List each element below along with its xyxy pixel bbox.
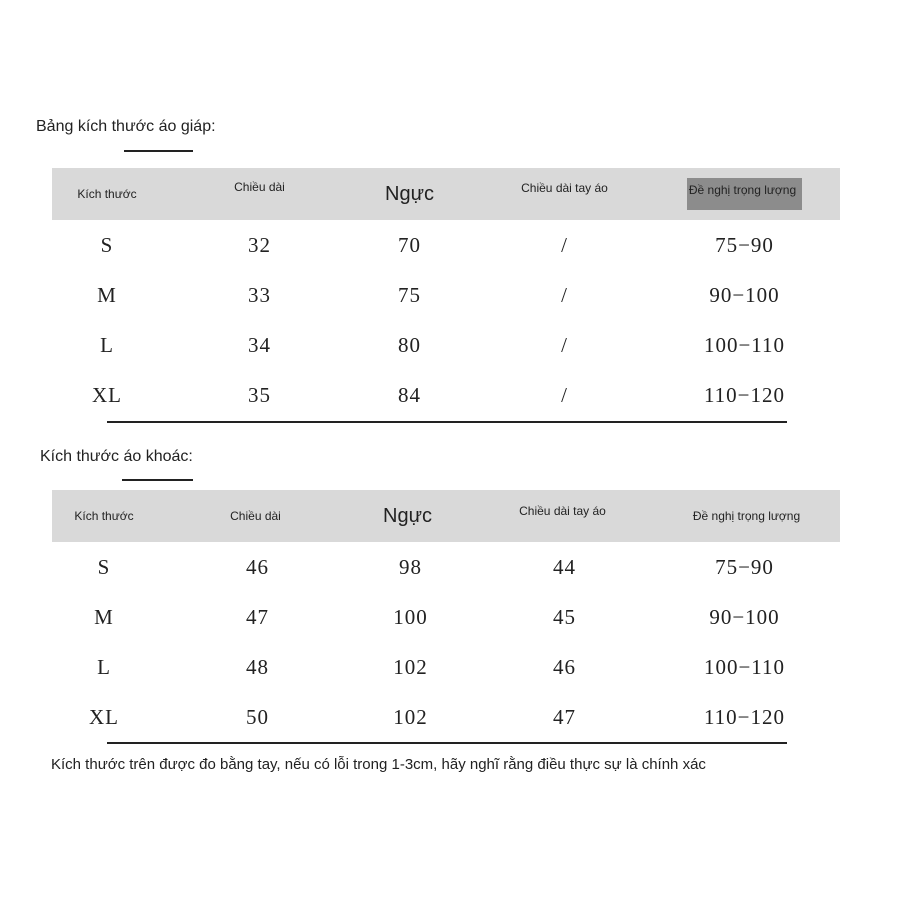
cell-chest: 84 bbox=[398, 382, 421, 407]
cell-weight: 75−90 bbox=[715, 554, 774, 579]
cell-size: L bbox=[100, 332, 114, 357]
cell-sleeve-length: 46 bbox=[553, 654, 576, 679]
jacket-size-table bbox=[52, 490, 840, 742]
table-row bbox=[52, 542, 840, 592]
cell-chest: 102 bbox=[393, 654, 428, 679]
cell-length: 48 bbox=[246, 654, 269, 679]
header-size: Kích thước bbox=[77, 187, 137, 201]
cell-chest: 102 bbox=[393, 704, 428, 729]
jacket-title-underline bbox=[122, 479, 193, 481]
cell-size: L bbox=[97, 654, 111, 679]
vest-size-table bbox=[52, 168, 840, 420]
table-row bbox=[52, 592, 840, 642]
cell-length: 32 bbox=[248, 232, 271, 257]
table-row bbox=[52, 270, 840, 320]
cell-sleeve-length: / bbox=[561, 382, 568, 407]
cell-length: 35 bbox=[248, 382, 271, 407]
header-size: Kích thước bbox=[74, 509, 134, 523]
header-length: Chiều dài bbox=[234, 180, 285, 194]
cell-sleeve-length: 45 bbox=[553, 604, 576, 629]
vest-title-underline bbox=[124, 150, 193, 152]
cell-weight: 110−120 bbox=[703, 382, 786, 407]
cell-size: XL bbox=[89, 704, 119, 729]
header-recommended-weight-label: Đề nghị trọng lượng bbox=[687, 178, 802, 210]
cell-size: S bbox=[97, 554, 111, 579]
header-sleeve-length: Chiều dài tay áo bbox=[521, 181, 608, 195]
cell-size: M bbox=[94, 604, 114, 629]
header-length: Chiều dài bbox=[230, 509, 281, 523]
header-chest: Ngực bbox=[383, 504, 432, 527]
header-recommended-weight bbox=[672, 168, 817, 220]
header-recommended-weight: Đề nghị trọng lượng bbox=[692, 509, 801, 523]
vest-table-bottom-rule bbox=[107, 421, 787, 423]
jacket-table-bottom-rule bbox=[107, 742, 787, 744]
cell-weight: 100−110 bbox=[703, 654, 786, 679]
jacket-table-header bbox=[52, 490, 840, 542]
table-row bbox=[52, 370, 840, 420]
cell-sleeve-length: / bbox=[561, 282, 568, 307]
cell-length: 47 bbox=[246, 604, 269, 629]
cell-length: 33 bbox=[248, 282, 271, 307]
cell-sleeve-length: / bbox=[561, 232, 568, 257]
cell-chest: 70 bbox=[398, 232, 421, 257]
cell-length: 50 bbox=[246, 704, 269, 729]
cell-length: 34 bbox=[248, 332, 271, 357]
cell-length: 46 bbox=[246, 554, 269, 579]
cell-chest: 80 bbox=[398, 332, 421, 357]
cell-size: M bbox=[97, 282, 117, 307]
cell-weight: 110−120 bbox=[703, 704, 786, 729]
jacket-section-title: Kích thước áo khoác: bbox=[40, 448, 193, 465]
cell-size: S bbox=[100, 232, 114, 257]
measurement-footnote: Kích thước trên được đo bằng tay, nếu có lỗi trong 1-3cm, hãy nghĩ rằng điều thực sự là chính xác bbox=[51, 756, 706, 773]
table-row bbox=[52, 220, 840, 270]
cell-size: XL bbox=[92, 382, 122, 407]
cell-sleeve-length: 44 bbox=[553, 554, 576, 579]
header-chest: Ngực bbox=[385, 182, 434, 205]
header-sleeve-length: Chiều dài tay áo bbox=[519, 504, 606, 518]
table-row bbox=[52, 642, 840, 692]
cell-weight: 90−100 bbox=[709, 282, 780, 307]
cell-weight: 100−110 bbox=[703, 332, 786, 357]
table-row bbox=[52, 692, 840, 742]
vest-section-title: Bảng kích thước áo giáp: bbox=[36, 118, 216, 135]
cell-sleeve-length: / bbox=[561, 332, 568, 357]
vest-table-header bbox=[52, 168, 840, 220]
cell-weight: 90−100 bbox=[709, 604, 780, 629]
table-row bbox=[52, 320, 840, 370]
cell-chest: 98 bbox=[399, 554, 422, 579]
cell-chest: 75 bbox=[398, 282, 421, 307]
cell-weight: 75−90 bbox=[715, 232, 774, 257]
cell-chest: 100 bbox=[393, 604, 428, 629]
cell-sleeve-length: 47 bbox=[553, 704, 576, 729]
